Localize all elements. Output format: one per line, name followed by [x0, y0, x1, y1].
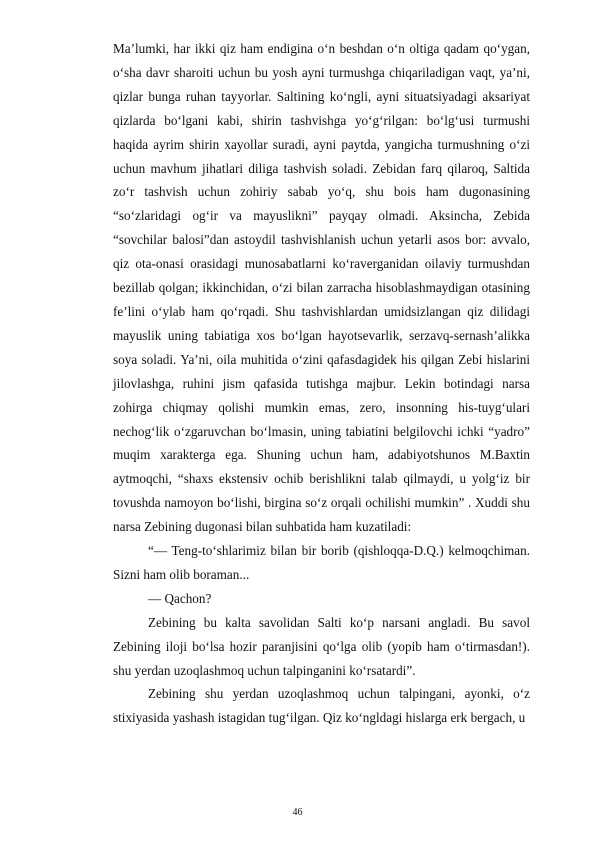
- page-number: 46: [292, 807, 303, 818]
- paragraph-5: Zebining shu yerdan uzoqlashmoq uchun talpingani, ayonki, o‘z stixiyasida yashash istagidan tug‘ilgan. Qiz ko‘ngldagi hislarga erk bergach, u: [113, 686, 530, 726]
- paragraph-3: — Qachon?: [148, 590, 212, 606]
- body-text: [113, 37, 530, 730]
- paragraph-1: Ma’lumki, har ikki qiz ham endigina o‘n beshdan o‘n oltiga qadam qo‘ygan, o‘sha davr sharoiti uchun bu yosh ayni turmushga chiqariladigan vaqt, ya’ni, qizlar bunga ruhan tayyorlar. Saltining ko‘ngli, ayni situatsiyadagi aksariyat qizlarda bo‘lgani kabi, shirin tashvishga yo‘g‘rilgan: bo‘lg‘usi turmushi haqida ayrim shirin xayollar suradi, ayni paytda, yangicha turmushning o‘zi uchun mavhum jihatlari diliga tashvish soladi. Zebidan farq qilaroq, Saltida zo‘r tashvish uchun zohiriy sabab yo‘q, shu bois ham dugonasining “so‘zlaridagi og‘ir va mayuslikni” payqay olmadi. Aksincha, Zebida “sovchilar balosi”dan astoydil tashvishlanish uchun yetarli asos bor: avvalo, qiz ota-onasi orasidagi munosabatlarni ko‘raverganidan oilaviy turmushdan bezillab qolgan; ikkinchidan, o‘zi bilan zarracha hisoblashmaydigan otasining fe’lini o‘ylab ham qo‘rqadi. Shu tashvishlardan umidsizlangan qiz dilidagi mayuslik uning tabiatiga xos bo‘lgan hayotsevarlik, serzavq-sernash’alikka soya soladi. Ya’ni, oila muhitida o‘zini qafasdagidek his qilgan Zebi hislarini jilovlashga, ruhini jism qafasida tutishga majbur. Lekin botindagi narsa zohirga chiqmay qolishi mumkin emas, zero, insonning his-tuyg‘ulari nechog‘lik o‘zgaruvchan bo‘lmasin, uning tabiatini belgilovchi ichki “yadro” muqim xarakterga ega. Shuning uchun ham, adabiyotshunos M.Baxtin aytmoqchi, “shaxs ekstensiv ochib berishlikni talab qilmaydi, u yolg‘iz bir tovushda namoyon bo‘lishi, birgina so‘z orqali ochilishi mumkin” . Xuddi shu narsa Zebining dugonasi bilan suhbatida ham kuzatiladi:: [113, 41, 530, 535]
- paragraph-2: “— Teng-to‘shlarimiz bilan bir borib (qishloqqa-D.Q.) kelmoqchiman. Sizni ham olib boraman...: [113, 543, 530, 582]
- paragraph-4: Zebining bu kalta savolidan Salti ko‘p narsani angladi. Bu savol Zebining iloji bo‘lsa hozir paranjisini qo‘lga olib (yopib ham o‘tirmasdan!). shu yerdan uzoqlashmoq uchun talpinganini ko‘rsatardi”.: [113, 614, 530, 678]
